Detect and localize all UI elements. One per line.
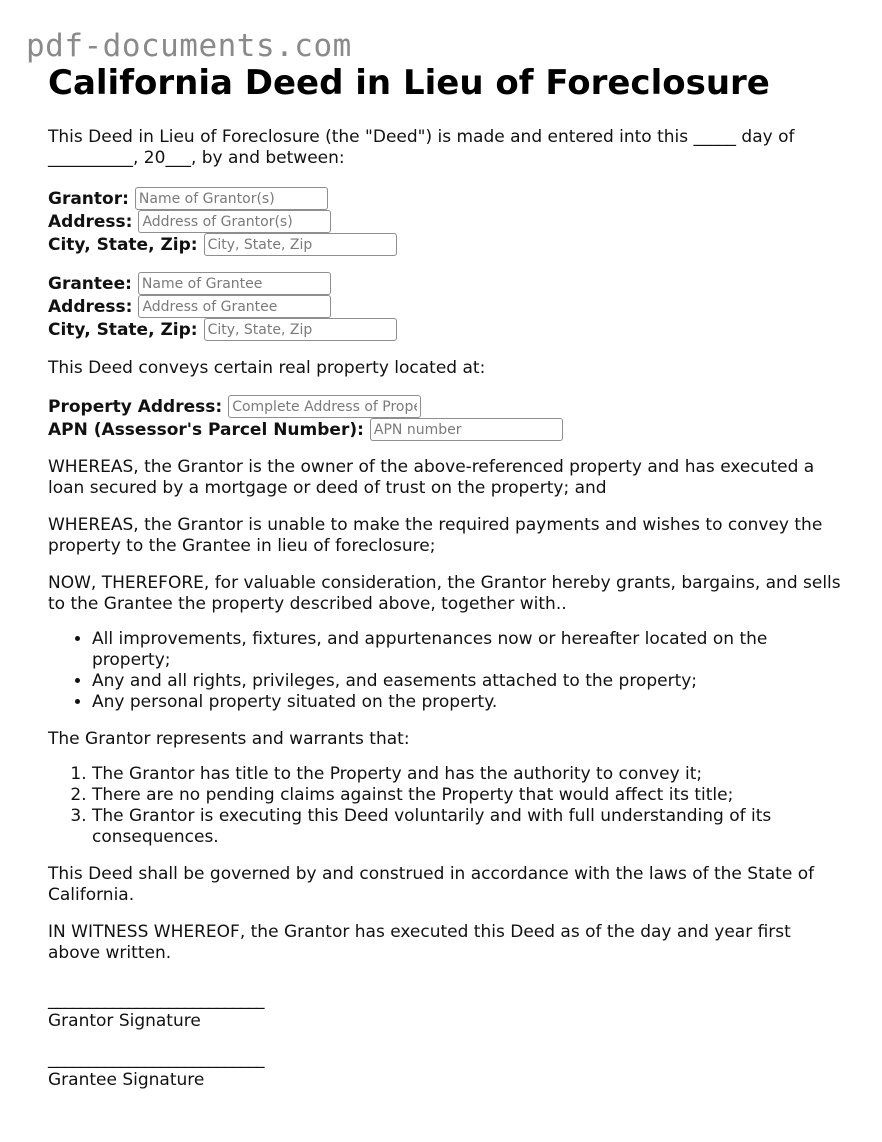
- whereas-owner-paragraph: WHEREAS, the Grantor is the owner of the above-referenced property and has executed a loan secured by a mortgage or deed of trust on the property; and: [48, 457, 815, 498]
- intro-paragraph: This Deed in Lieu of Foreclosure (the "Deed") is made and entered into this _____ day of __________, 20___, by and between:: [48, 127, 795, 168]
- grantor-name-label: Grantor:: [48, 188, 129, 209]
- grantee-address-label: Address:: [48, 296, 133, 317]
- list-item: • Any personal property situated on the property.: [92, 692, 848, 713]
- grantor-csz-input[interactable]: [204, 233, 397, 256]
- watermark: pdf-documents.com: [26, 28, 352, 64]
- grantee-csz-row: [48, 318, 848, 341]
- grantor-csz-label: City, State, Zip:: [48, 234, 198, 255]
- represents-paragraph: The Grantor represents and warrants that:: [48, 729, 410, 749]
- list-item: • All improvements, fixtures, and appurtenances now or hereafter located on the property;: [92, 629, 848, 671]
- list-item: 3. The Grantor is executing this Deed voluntarily and with full understanding of its consequences.: [92, 806, 848, 848]
- grantor-signature-label: Grantor Signature: [48, 1011, 201, 1031]
- warranties-list: [48, 764, 848, 848]
- grantee-address-row: [48, 295, 848, 318]
- grantee-fields: [48, 272, 848, 341]
- grantee-csz-label: City, State, Zip:: [48, 319, 198, 340]
- document-body: [48, 60, 848, 1091]
- grantee-signature-line[interactable]: ___________________________: [48, 1049, 264, 1069]
- grantee-address-input[interactable]: [138, 295, 331, 318]
- grantee-csz-input[interactable]: [204, 318, 397, 341]
- grantor-address-row: [48, 210, 848, 233]
- grantor-address-label: Address:: [48, 211, 133, 232]
- grantor-name-row: [48, 187, 848, 210]
- property-address-input[interactable]: [228, 395, 421, 418]
- now-therefore-paragraph: NOW, THEREFORE, for valuable consideration, the Grantor hereby grants, bargains, and sells to the Grantee the property described above, together with..: [48, 573, 841, 614]
- property-address-label: Property Address:: [48, 396, 223, 417]
- grantor-signature-line[interactable]: ___________________________: [48, 990, 264, 1010]
- grantor-address-input[interactable]: [138, 210, 331, 233]
- list-item: 1. The Grantor has title to the Property and has the authority to convey it;: [92, 764, 848, 785]
- list-item: 2. There are no pending claims against the Property that would affect its title;: [92, 785, 848, 806]
- apn-input[interactable]: [370, 418, 563, 441]
- witness-paragraph: IN WITNESS WHEREOF, the Grantor has executed this Deed as of the day and year first above written.: [48, 922, 791, 963]
- grantor-name-input[interactable]: [135, 187, 328, 210]
- page-title: California Deed in Lieu of Foreclosure: [48, 63, 770, 103]
- grantor-fields: [48, 187, 848, 256]
- property-fields: [48, 395, 848, 441]
- apn-label: APN (Assessor's Parcel Number):: [48, 419, 364, 440]
- grantor-signature-block: [48, 990, 848, 1032]
- conveyance-list: [48, 629, 848, 713]
- grantee-name-label: Grantee:: [48, 273, 132, 294]
- whereas-unable-paragraph: WHEREAS, the Grantor is unable to make the required payments and wishes to convey the property to the Grantee in lieu of foreclosure;: [48, 515, 823, 556]
- grantee-signature-label: Grantee Signature: [48, 1070, 205, 1090]
- grantee-name-row: [48, 272, 848, 295]
- conveys-paragraph: This Deed conveys certain real property located at:: [48, 358, 486, 378]
- grantee-signature-block: [48, 1049, 848, 1091]
- list-item: • Any and all rights, privileges, and easements attached to the property;: [92, 671, 848, 692]
- governing-law-paragraph: This Deed shall be governed by and construed in accordance with the laws of the State of California.: [48, 864, 815, 905]
- grantee-name-input[interactable]: [138, 272, 331, 295]
- grantor-csz-row: [48, 233, 848, 256]
- apn-row: [48, 418, 848, 441]
- property-address-row: [48, 395, 848, 418]
